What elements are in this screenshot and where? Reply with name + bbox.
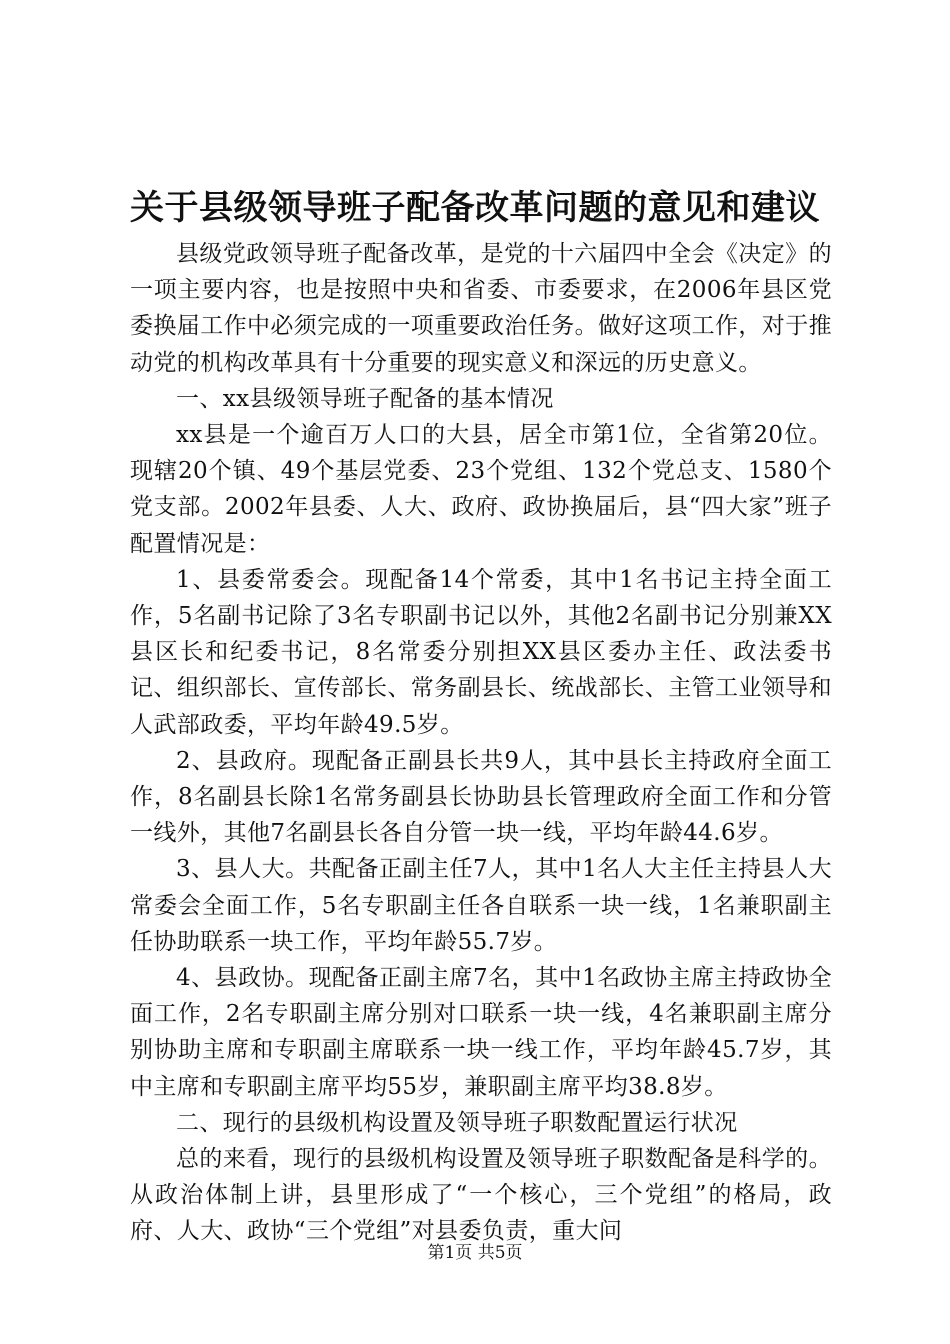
page-number: 第1页 共5页 (427, 1243, 523, 1263)
paragraph-county-overview: xx县是一个逾百万人口的大县，居全市第1位，全省第20位。现辖20个镇、49个基层党委、23个党组、132个党总支、1580个党支部。2002年县委、人大、政府、政协换届后，县“四大家”班子配置情况是： (130, 422, 832, 557)
paragraph-county-government: 2、县政府。现配备正副县长共9人，其中县长主持政府全面工作，8名副县长除1名常务副县长协助县长管理政府全面工作和分管一线外，其他7名副县长各自分管一块一线，平均年龄44.6岁。 (130, 747, 832, 847)
document-body (130, 236, 832, 1250)
paragraph-people-congress: 3、县人大。共配备正副主任7人，其中1名人大主任主持县人大常委会全面工作，5名专职副主任各自联系一块一线，1名兼职副主任协助联系一块工作，平均年龄55.7岁。 (130, 856, 832, 955)
section-heading-1: 一、xx县级领导班子配备的基本情况 (176, 385, 554, 412)
paragraph-cppcc: 4、县政协。现配备正副主席7名，其中1名政协主席主持政协全面工作，2名专职副主席分别对口联系一块一线，4名兼职副主席分别协助主席和专职副主席联系一块一线工作，平均年龄45.7岁，其中主席和专职副主席平均55岁，兼职副主席平均38.8岁。 (130, 965, 832, 1100)
paragraph-overall: 总的来看，现行的县级机构设置及领导班子职数配备是科学的。从政治体制上讲，县里形成了“一个核心，三个党组”的格局，政府、人大、政协“三个党组”对县委负责，重大问 (130, 1146, 832, 1245)
section-heading-2: 二、现行的县级机构设置及领导班子职数配置运行状况 (176, 1109, 738, 1136)
paragraph-intro: 县级党政领导班子配备改革，是党的十六届四中全会《决定》的一项主要内容，也是按照中央和省委、市委要求，在2006年县区党委换届工作中必须完成的一项重要政治任务。做好这项工作，对于推动党的机构改革具有十分重要的现实意义和深远的历史意义。 (130, 241, 832, 376)
document-title: 关于县级领导班子配备改革问题的意见和建议 (130, 188, 820, 228)
paragraph-party-committee: 1、县委常委会。现配备14个常委，其中1名书记主持全面工作，5名副书记除了3名专职副书记以外，其他2名副书记分别兼XX县区长和纪委书记，8名常委分别担XX县区委办主任、政法委书记、组织部长、宣传部长、常务副县长、统战部长、主管工业领导和人武部政委，平均年龄49.5岁。 (130, 566, 832, 738)
